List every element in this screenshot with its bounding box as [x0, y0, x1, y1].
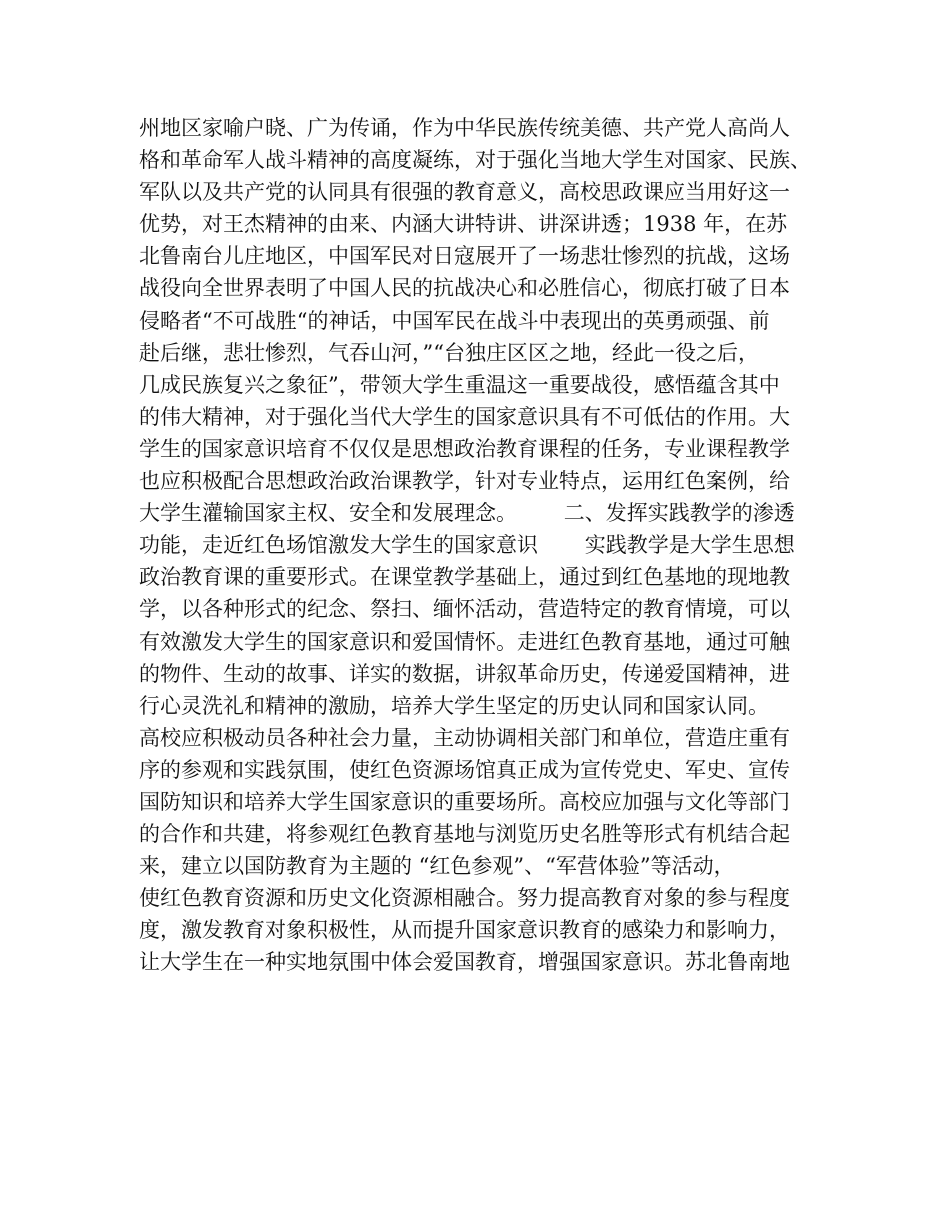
text-line: 也应积极配合思想政治政治课教学，针对专业特点，运用红色案例，给: [139, 469, 790, 494]
text-line: 军队以及共产党的认同具有很强的教育意义，高校思政课应当用好这一: [139, 180, 790, 205]
text-line: 赴后继，悲壮惨烈，气吞山河，”“台独庄区区之地，经此一役之后，: [139, 340, 759, 365]
text-line: 政治教育课的重要形式。在课堂教学基础上，通过到红色基地的现地教: [139, 565, 790, 590]
text-line: 高校应积极动员各种社会力量，主动协调相关部门和单位，营造庄重有: [139, 725, 790, 750]
text-line: 国防知识和培养大学生国家意识的重要场所。高校应加强与文化等部门: [139, 789, 790, 814]
text-line: 序的参观和实践氛围，使红色资源场馆真正成为宣传党史、军史、宣传: [139, 757, 790, 782]
text-line: 行心灵洗礼和精神的激励，培养大学生坚定的历史认同和国家认同。: [139, 693, 769, 718]
text-line: 来，建立以国防教育为主题的 “红色参观”、“军营体验”等活动，: [139, 854, 735, 879]
text-line: 的伟大精神，对于强化当代大学生的国家意识具有不可低估的作用。大: [139, 404, 790, 429]
text-line: 度，激发教育对象积极性，从而提升国家意识教育的感染力和影响力，: [139, 918, 790, 943]
text-line: 使红色教育资源和历史文化资源相融合。努力提高教育对象的参与程度: [139, 886, 790, 911]
text-line: 几成民族复兴之象征”，带领大学生重温这一重要战役，感悟蕴含其中: [139, 372, 780, 397]
text-line: 让大学生在一种实地氛围中体会爱国教育，增强国家意识。苏北鲁南地: [139, 950, 790, 975]
text-line: 的合作和共建，将参观红色教育基地与浏览历史名胜等形式有机结合起: [139, 822, 790, 847]
text-line: 学生的国家意识培育不仅仅是思想政治教育课程的任务，专业课程教学: [139, 436, 790, 461]
text-line: 格和革命军人战斗精神的高度凝练，对于强化当地大学生对国家、民族、: [139, 148, 811, 173]
text-line: 优势，对王杰精神的由来、内涵大讲特讲、讲深讲透；1938 年，在苏: [139, 212, 788, 237]
text-line: 侵略者“不可战胜“的神话，中国军民在战斗中表现出的英勇顽强、前: [139, 308, 770, 333]
text-line: 有效激发大学生的国家意识和爱国情怀。走进红色教育基地，通过可触: [139, 629, 790, 654]
text-line: 功能，走近红色场馆激发大学生的国家意识 实践教学是大学生思想: [139, 533, 795, 558]
text-line: 北鲁南台儿庄地区，中国军民对日寇展开了一场悲壮惨烈的抗战，这场: [139, 244, 790, 269]
text-line: 战役向全世界表明了中国人民的抗战决心和必胜信心，彻底打破了日本: [139, 276, 790, 301]
text-line: 的物件、生动的故事、详实的数据，讲叙革命历史，传递爱国精神，进: [139, 661, 790, 686]
body-text: [139, 112, 829, 979]
text-line: 学，以各种形式的纪念、祭扫、缅怀活动，营造特定的教育情境，可以: [139, 597, 790, 622]
text-line: 大学生灌输国家主权、安全和发展理念。 二、发挥实践教学的渗透: [139, 501, 795, 526]
text-line: 州地区家喻户晓、广为传诵，作为中华民族传统美德、共产党人高尚人: [139, 116, 790, 140]
